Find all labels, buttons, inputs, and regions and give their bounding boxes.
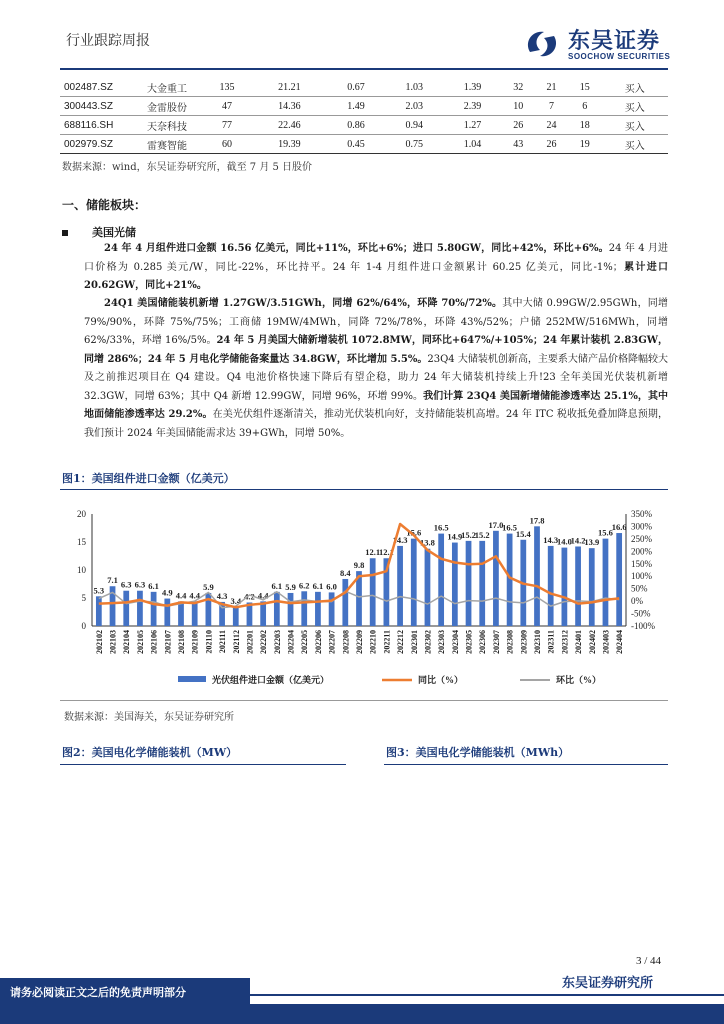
- table-cell: 22.46: [252, 116, 327, 135]
- table-cell: 26: [502, 116, 535, 135]
- paragraph-storage-installs: 24Q1 美国储能装机新增 1.27GW/3.51GWh，同增 62%/64%，环降 70%/72%。其中大储 0.99GW/2.95GWh，同增 79%/90%，环降 75%/75%；工商储 19MW/4MWh，同降 72%/78%，环降 43%/52%；户储 252MW/516MWh，同增 62%/33%，环增 16%/5%。24 年 5 月美国大储新增装机 1072.8MW，同环比+647%/+105%；24 年累计装机 2.83GW，同增 286%；24 年 5 月电化学储能备案量达 34.8GW，环比增加 5.5%。23Q4 大储装机创新高，主要系大储产品价格降幅较大及之前推迟项目在 Q4 建设。Q4 电池价格快速下降后有望企稳，助力 24 年大储装机持续上升!23 全年美国光伏装机新增 32.3GW，同增 63%；其中 Q4 新增 12.99GW，同增 96%，环增 99%。我们计算 23Q4 美国新增储能渗透率达 25.1%，其中地面储能渗透率达 29.2%。在美光伏组件逐渐清关，推动光伏装机向好，支持储能装机高增。24 年 ITC 税收抵免叠加降息预期，我们预计 2024 年美国储能需求达 39+GWh，同增 50%。: [84, 298, 669, 439]
- table-row: [60, 135, 668, 154]
- disclaimer-note: 请务必阅读正文之后的免责声明部分: [10, 986, 186, 999]
- x-tick-label: 202207: [327, 630, 337, 654]
- x-tick-label: 202104: [122, 630, 132, 654]
- bar: [288, 593, 294, 626]
- table-row: [60, 97, 668, 116]
- table-cell: 77: [202, 116, 252, 135]
- table-cell: 19.39: [252, 135, 327, 154]
- x-tick-label: 202307: [491, 630, 501, 654]
- bar: [260, 601, 266, 626]
- data-label: 14.3: [392, 534, 408, 545]
- x-tick-label: 202108: [177, 630, 186, 654]
- table-cell: 14.36: [252, 97, 327, 116]
- table-cell: 7: [535, 97, 568, 116]
- x-tick-label: 202201: [245, 630, 255, 654]
- table-cell: 1.49: [327, 97, 385, 116]
- x-tick-label: 202312: [560, 630, 570, 654]
- x-tick-label: 202204: [286, 630, 296, 654]
- paragraph-module-imports: 24 年 4 月组件进口金额 16.56 亿美元，同比+11%，环比+6%；进口 5.80GW，同比+42%，环比+6%。24 年 4 月进口价格为 0.285 美元/W，同比-22%，环比持平。24 年 1-4 月组件进口金额累计 60.25 亿美元，同比-1%；累计进口 20.62GW，同比+21%。: [84, 243, 669, 291]
- x-tick-label: 202302: [423, 630, 433, 654]
- table-row: [60, 78, 668, 97]
- bar: [575, 546, 581, 626]
- stock-rating-table: [60, 78, 668, 154]
- x-tick-label: 202112: [231, 630, 241, 654]
- bar: [178, 601, 184, 626]
- y-tick-label: 10: [77, 565, 86, 575]
- x-tick-label: 202102: [94, 630, 104, 654]
- y-tick-label: 20: [77, 509, 86, 519]
- table-cell: 0.45: [327, 135, 385, 154]
- bar: [479, 541, 485, 626]
- footer-organization: 东吴证券研究所: [562, 976, 654, 991]
- data-label: 8.4: [339, 567, 351, 578]
- table-cell: 26: [535, 135, 568, 154]
- x-tick-label: 202403: [601, 630, 611, 654]
- data-label: 7.1: [107, 575, 118, 586]
- table-cell: 24: [535, 116, 568, 135]
- table-cell: 买入: [601, 78, 668, 97]
- data-label: 17.0: [488, 519, 504, 530]
- table-cell: 6: [568, 97, 601, 116]
- table-cell: 买入: [601, 97, 668, 116]
- y2-tick-label: 250%: [631, 533, 652, 544]
- table-row: [60, 116, 668, 135]
- x-tick-label: 202202: [259, 630, 269, 654]
- bar: [507, 534, 513, 626]
- data-label: 6.1: [148, 580, 159, 591]
- table-cell: 1.27: [443, 116, 501, 135]
- bar: [603, 539, 609, 626]
- figure2-title: 图2：美国电化学储能装机（MW）: [62, 746, 238, 759]
- table-cell: 60: [202, 135, 252, 154]
- report-header-label: 行业跟踪周报: [66, 33, 150, 49]
- table-cell: 0.67: [327, 78, 385, 97]
- x-tick-label: 202111: [218, 630, 228, 654]
- table-cell: 19: [568, 135, 601, 154]
- figure1-title: 图1：美国组件进口金额（亿美元）: [62, 472, 235, 485]
- legend-label: 同比（%）: [418, 675, 464, 685]
- bar: [192, 601, 198, 626]
- bar: [315, 592, 321, 626]
- figure3-title: 图3：美国电化学储能装机（MWh）: [386, 746, 570, 759]
- table-source: 数据来源：wind，东吴证券研究所，截至 7 月 5 日股价: [62, 162, 313, 173]
- data-label: 9.8: [353, 560, 365, 571]
- bullet-heading: 美国光储: [62, 224, 136, 240]
- data-label: 4.4: [257, 590, 269, 601]
- data-label: 17.8: [529, 515, 545, 526]
- data-label: 14.3: [543, 534, 559, 545]
- bar: [397, 546, 403, 626]
- data-label: 15.6: [406, 527, 422, 538]
- x-tick-label: 202106: [149, 630, 159, 654]
- x-tick-label: 202311: [546, 630, 556, 654]
- x-tick-label: 202301: [409, 630, 419, 654]
- table-cell: 002487.SZ: [60, 78, 132, 97]
- x-tick-label: 202109: [190, 630, 200, 654]
- data-label: 16.6: [611, 522, 627, 533]
- x-tick-label: 202303: [437, 630, 447, 654]
- table-cell: 买入: [601, 116, 668, 135]
- table-cell: 135: [202, 78, 252, 97]
- table-cell: 300443.SZ: [60, 97, 132, 116]
- bar: [342, 579, 348, 626]
- legend-swatch-bar: [178, 676, 206, 682]
- y2-tick-label: -50%: [631, 608, 651, 619]
- table-cell: 2.39: [443, 97, 501, 116]
- data-label: 4.4: [175, 590, 187, 601]
- bar: [411, 539, 417, 626]
- data-label: 13.9: [584, 537, 600, 548]
- table-cell: 2.03: [385, 97, 443, 116]
- table-cell: 大金重工: [132, 78, 202, 97]
- data-label: 6.3: [134, 579, 146, 590]
- x-tick-label: 202310: [533, 630, 542, 654]
- y-tick-label: 15: [77, 537, 86, 547]
- bar: [123, 591, 129, 626]
- y2-tick-label: 350%: [631, 509, 652, 519]
- data-label: 15.2: [474, 529, 490, 540]
- x-tick-label: 202205: [300, 630, 310, 654]
- bar: [274, 592, 280, 626]
- square-bullet-icon: [62, 230, 68, 236]
- x-tick-label: 202206: [313, 630, 323, 654]
- data-label: 12.1: [365, 547, 381, 558]
- data-label: 14.0: [556, 536, 572, 547]
- data-label: 13.8: [420, 537, 435, 548]
- x-tick-label: 202107: [163, 630, 173, 654]
- bar: [329, 592, 335, 626]
- x-tick-label: 202105: [135, 630, 145, 654]
- x-tick-label: 202404: [615, 630, 625, 654]
- brand-logo: [522, 24, 682, 64]
- table-cell: 43: [502, 135, 535, 154]
- x-tick-label: 202401: [574, 630, 584, 654]
- table-cell: 买入: [601, 135, 668, 154]
- x-tick-label: 202203: [272, 630, 282, 654]
- data-label: 14.9: [447, 531, 463, 542]
- x-tick-label: 202402: [587, 630, 597, 654]
- data-label: 5.9: [285, 581, 296, 592]
- section-title: 一、储能板块：: [62, 198, 147, 212]
- header-divider: [60, 68, 668, 70]
- x-tick-label: 202208: [341, 630, 351, 654]
- data-label: 6.1: [271, 580, 283, 591]
- table-cell: 21.21: [252, 78, 327, 97]
- bar: [370, 558, 376, 626]
- page-number: 3 / 44: [636, 955, 662, 967]
- x-tick-label: 202305: [464, 630, 474, 654]
- y2-tick-label: -100%: [631, 621, 655, 631]
- bar: [589, 548, 595, 626]
- table-cell: 1.04: [443, 135, 501, 154]
- bar: [137, 591, 143, 626]
- y2-tick-label: 150%: [631, 558, 652, 569]
- bar: [466, 541, 472, 626]
- soochow-logo-icon: [522, 24, 562, 64]
- logo-text-cn: 东吴证券: [568, 29, 661, 54]
- x-tick-label: 202210: [368, 630, 378, 654]
- table-cell: 32: [502, 78, 535, 97]
- table-cell: 0.94: [385, 116, 443, 135]
- y2-tick-label: 100%: [631, 571, 652, 582]
- legend-label: 环比（%）: [556, 675, 602, 685]
- x-tick-label: 202309: [519, 630, 529, 654]
- data-label: 4.9: [161, 587, 173, 598]
- table-cell: 002979.SZ: [60, 135, 132, 154]
- figure2-top-rule: [60, 764, 346, 765]
- module-import-chart: [60, 502, 668, 698]
- footer-divider: [250, 994, 724, 996]
- data-label: 6.3: [120, 579, 132, 590]
- table-cell: 天奈科技: [132, 116, 202, 135]
- table-cell: 47: [202, 97, 252, 116]
- bar: [438, 534, 444, 626]
- y-tick-label: 0: [81, 621, 86, 631]
- bar: [151, 592, 157, 626]
- data-label: 12.1: [378, 547, 394, 558]
- bar: [534, 526, 540, 626]
- data-label: 16.5: [433, 522, 449, 533]
- figure1-bottom-rule: [60, 700, 668, 701]
- bar: [493, 531, 499, 626]
- table-cell: 21: [535, 78, 568, 97]
- bar: [548, 546, 554, 626]
- bar: [562, 548, 568, 626]
- data-label: 4.3: [216, 590, 228, 601]
- table-cell: 1.39: [443, 78, 501, 97]
- footer-band-bottom: [0, 1004, 724, 1024]
- x-tick-label: 202211: [382, 630, 392, 654]
- x-tick-label: 202306: [478, 630, 488, 654]
- x-tick-label: 202103: [108, 630, 118, 654]
- x-tick-label: 202304: [450, 630, 460, 654]
- table-cell: 688116.SH: [60, 116, 132, 135]
- bar: [452, 543, 458, 626]
- data-label: 3.4: [230, 595, 242, 606]
- data-label: 4.2: [244, 591, 255, 602]
- bar: [616, 533, 622, 626]
- data-label: 5.9: [203, 581, 214, 592]
- x-tick-label: 202308: [505, 630, 515, 654]
- table-cell: 18: [568, 116, 601, 135]
- data-label: 5.3: [93, 585, 105, 596]
- y-tick-label: 5: [81, 593, 86, 603]
- data-label: 14.2: [570, 535, 586, 546]
- y2-tick-label: 50%: [631, 583, 648, 594]
- table-cell: 1.03: [385, 78, 443, 97]
- table-cell: 0.75: [385, 135, 443, 154]
- legend-label: 光伏组件进口金额（亿美元）: [212, 675, 330, 685]
- y2-tick-label: 300%: [631, 521, 652, 532]
- table-cell: 15: [568, 78, 601, 97]
- figure1-top-rule: [60, 489, 668, 490]
- x-tick-label: 202110: [204, 630, 214, 654]
- table-cell: 10: [502, 97, 535, 116]
- figure1-source: 数据来源：美国海关，东吴证券研究所: [64, 712, 234, 723]
- table-cell: 金雷股份: [132, 97, 202, 116]
- logo-text-en: SOOCHOW SECURITIES: [568, 52, 671, 61]
- data-label: 15.4: [515, 528, 531, 539]
- data-label: 6.0: [326, 581, 337, 592]
- figure3-top-rule: [384, 764, 668, 765]
- bar: [233, 607, 239, 626]
- table-cell: 雷赛智能: [132, 135, 202, 154]
- data-label: 16.5: [502, 522, 518, 533]
- bar: [164, 599, 170, 626]
- table-cell: 0.86: [327, 116, 385, 135]
- bar: [96, 596, 102, 626]
- data-label: 15.2: [461, 529, 476, 540]
- data-label: 4.4: [189, 590, 201, 601]
- data-label: 15.6: [598, 527, 613, 538]
- y2-tick-label: 0%: [631, 596, 643, 607]
- bar: [301, 591, 307, 626]
- data-label: 6.1: [312, 580, 324, 591]
- x-tick-label: 202209: [355, 630, 364, 654]
- x-tick-label: 202212: [396, 630, 406, 654]
- data-label: 6.2: [298, 580, 310, 591]
- y2-tick-label: 200%: [631, 546, 652, 557]
- bar: [425, 549, 431, 626]
